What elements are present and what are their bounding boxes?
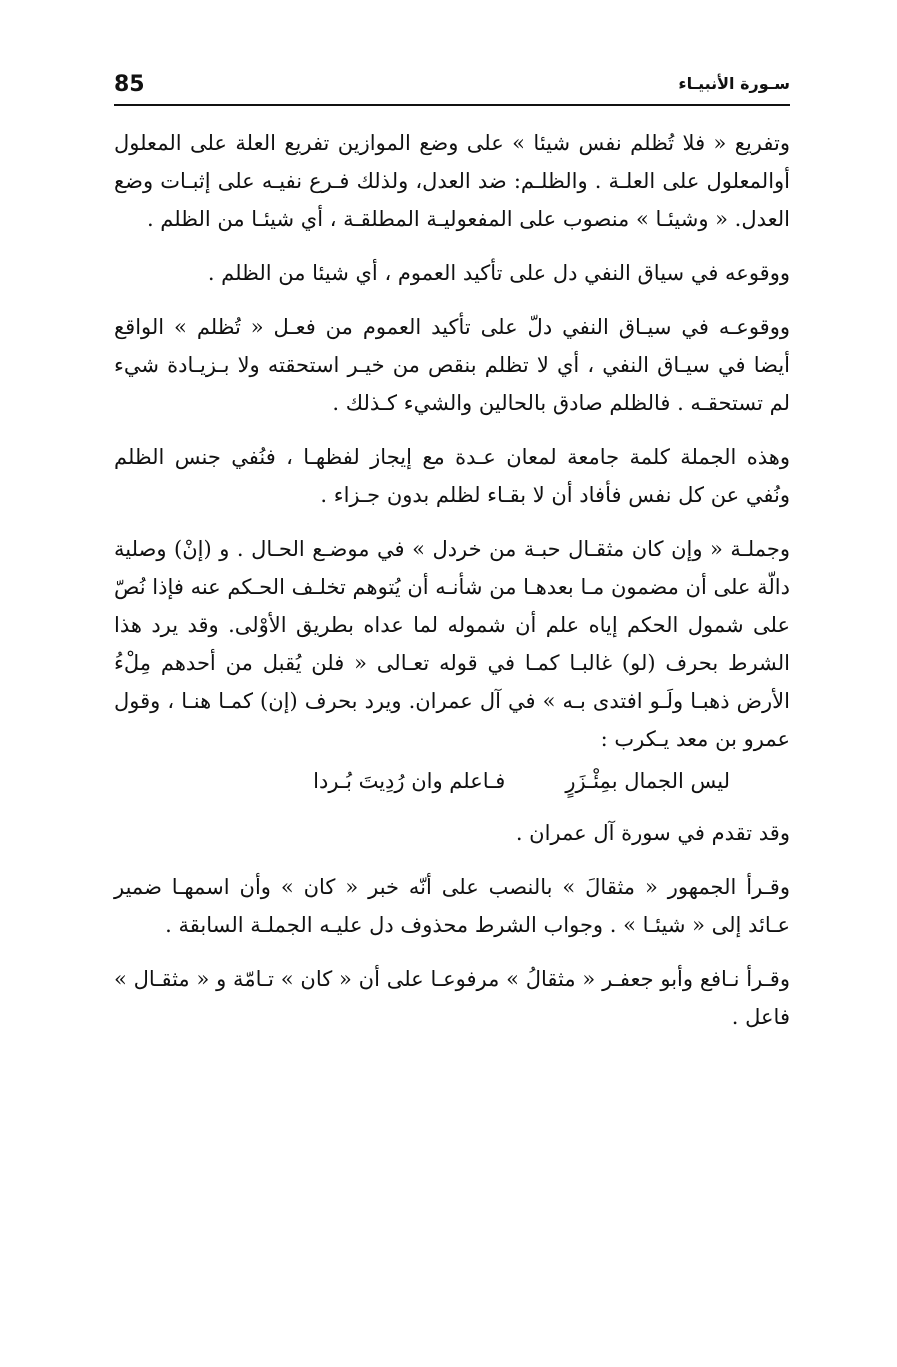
page-number: 85: [114, 72, 145, 97]
poem-verse: [114, 762, 790, 800]
running-title: سـورة الأنبيـاء: [678, 74, 790, 93]
paragraph-6: وقد تقدم في سورة آل عمران .: [515, 821, 790, 845]
paragraph-8: وقـرأ نـافع وأبو جعفـر « مثقالُ » مرفوعـا على أن « كان » تـامّة و « مثقـال » فاعل .: [114, 967, 790, 1029]
page-header: [114, 70, 790, 104]
poem-hemistich-1: ليس الجمال بمِئْـزَرٍ: [565, 769, 730, 793]
poem-hemistich-2: فـاعلم وان رُدِيتَ بُـردا: [313, 769, 506, 793]
paragraph-7: وقـرأ الجمهور « مثقالَ » بالنصب على أنّه خبر « كان » وأن اسمهـا ضمير عـائد إلى « شيئـا » . وجواب الشرط محذوف دل عليـه الجملـة السابقة .: [114, 875, 790, 937]
paragraph-4: وهذه الجملة كلمة جامعة لمعان عـدة مع إيجاز لفظهـا ، فنُفي جنس الظلم ونُفي عن كل نفس فأفاد أن لا بقـاء لظلم بدون جـزاء .: [114, 445, 790, 507]
paragraph-1: وتفريع « فلا تُظلم نفس شيئا » على وضع الموازين تفريع العلة على المعلول أوالمعلول على العلـة . والظلـم: ضد العدل، ولذلك فـرع نفيـه على إثبـات وضع العدل. « وشيئـا » منصوب على المفعوليـة المطلقـة ، أي شيئـا من الظلم .: [114, 131, 790, 231]
header-divider: [114, 104, 790, 106]
body-text: [114, 124, 790, 1052]
paragraph-5: وجملـة « وإن كان مثقـال حبـة من خردل » في موضـع الحـال . و (إنْ) وصلية دالّة على أن مضمون مـا بعدهـا من شأنـه أن يُتوهم تخلـف الحـكم عنه فإذا نُصّ على شمول الحكم إياه علم أن شموله لما عداه بطريق الأوْلى. وقد يرد هذا الشرط بحرف (لو) غالبـا كمـا في قوله تعـالى « فلن يُقبل من أحدهم مِلْءُ الأرض ذهبـا ولَـو افتدى بـه » في آل عمران. ويرد بحرف (إن) كمـا هنـا ، وقول عمرو بن معد يـكرب :: [114, 537, 790, 751]
paragraph-2: ووقوعه في سياق النفي دل على تأكيد العموم ، أي شيئا ‌من الظلم .: [207, 261, 790, 285]
paragraph-3: ووقوعـه في سيـاق النفي دلّ على تأكيد العموم من فعـل « تُظلم » الواقع أيضا في سيـاق النفي ، أي لا تظلم بنقص من خيـر استحقته ولا بـزيـادة شيء لم تستحقـه . فالظلم صادق بالحالين والشيء كـذلك .: [114, 315, 790, 415]
